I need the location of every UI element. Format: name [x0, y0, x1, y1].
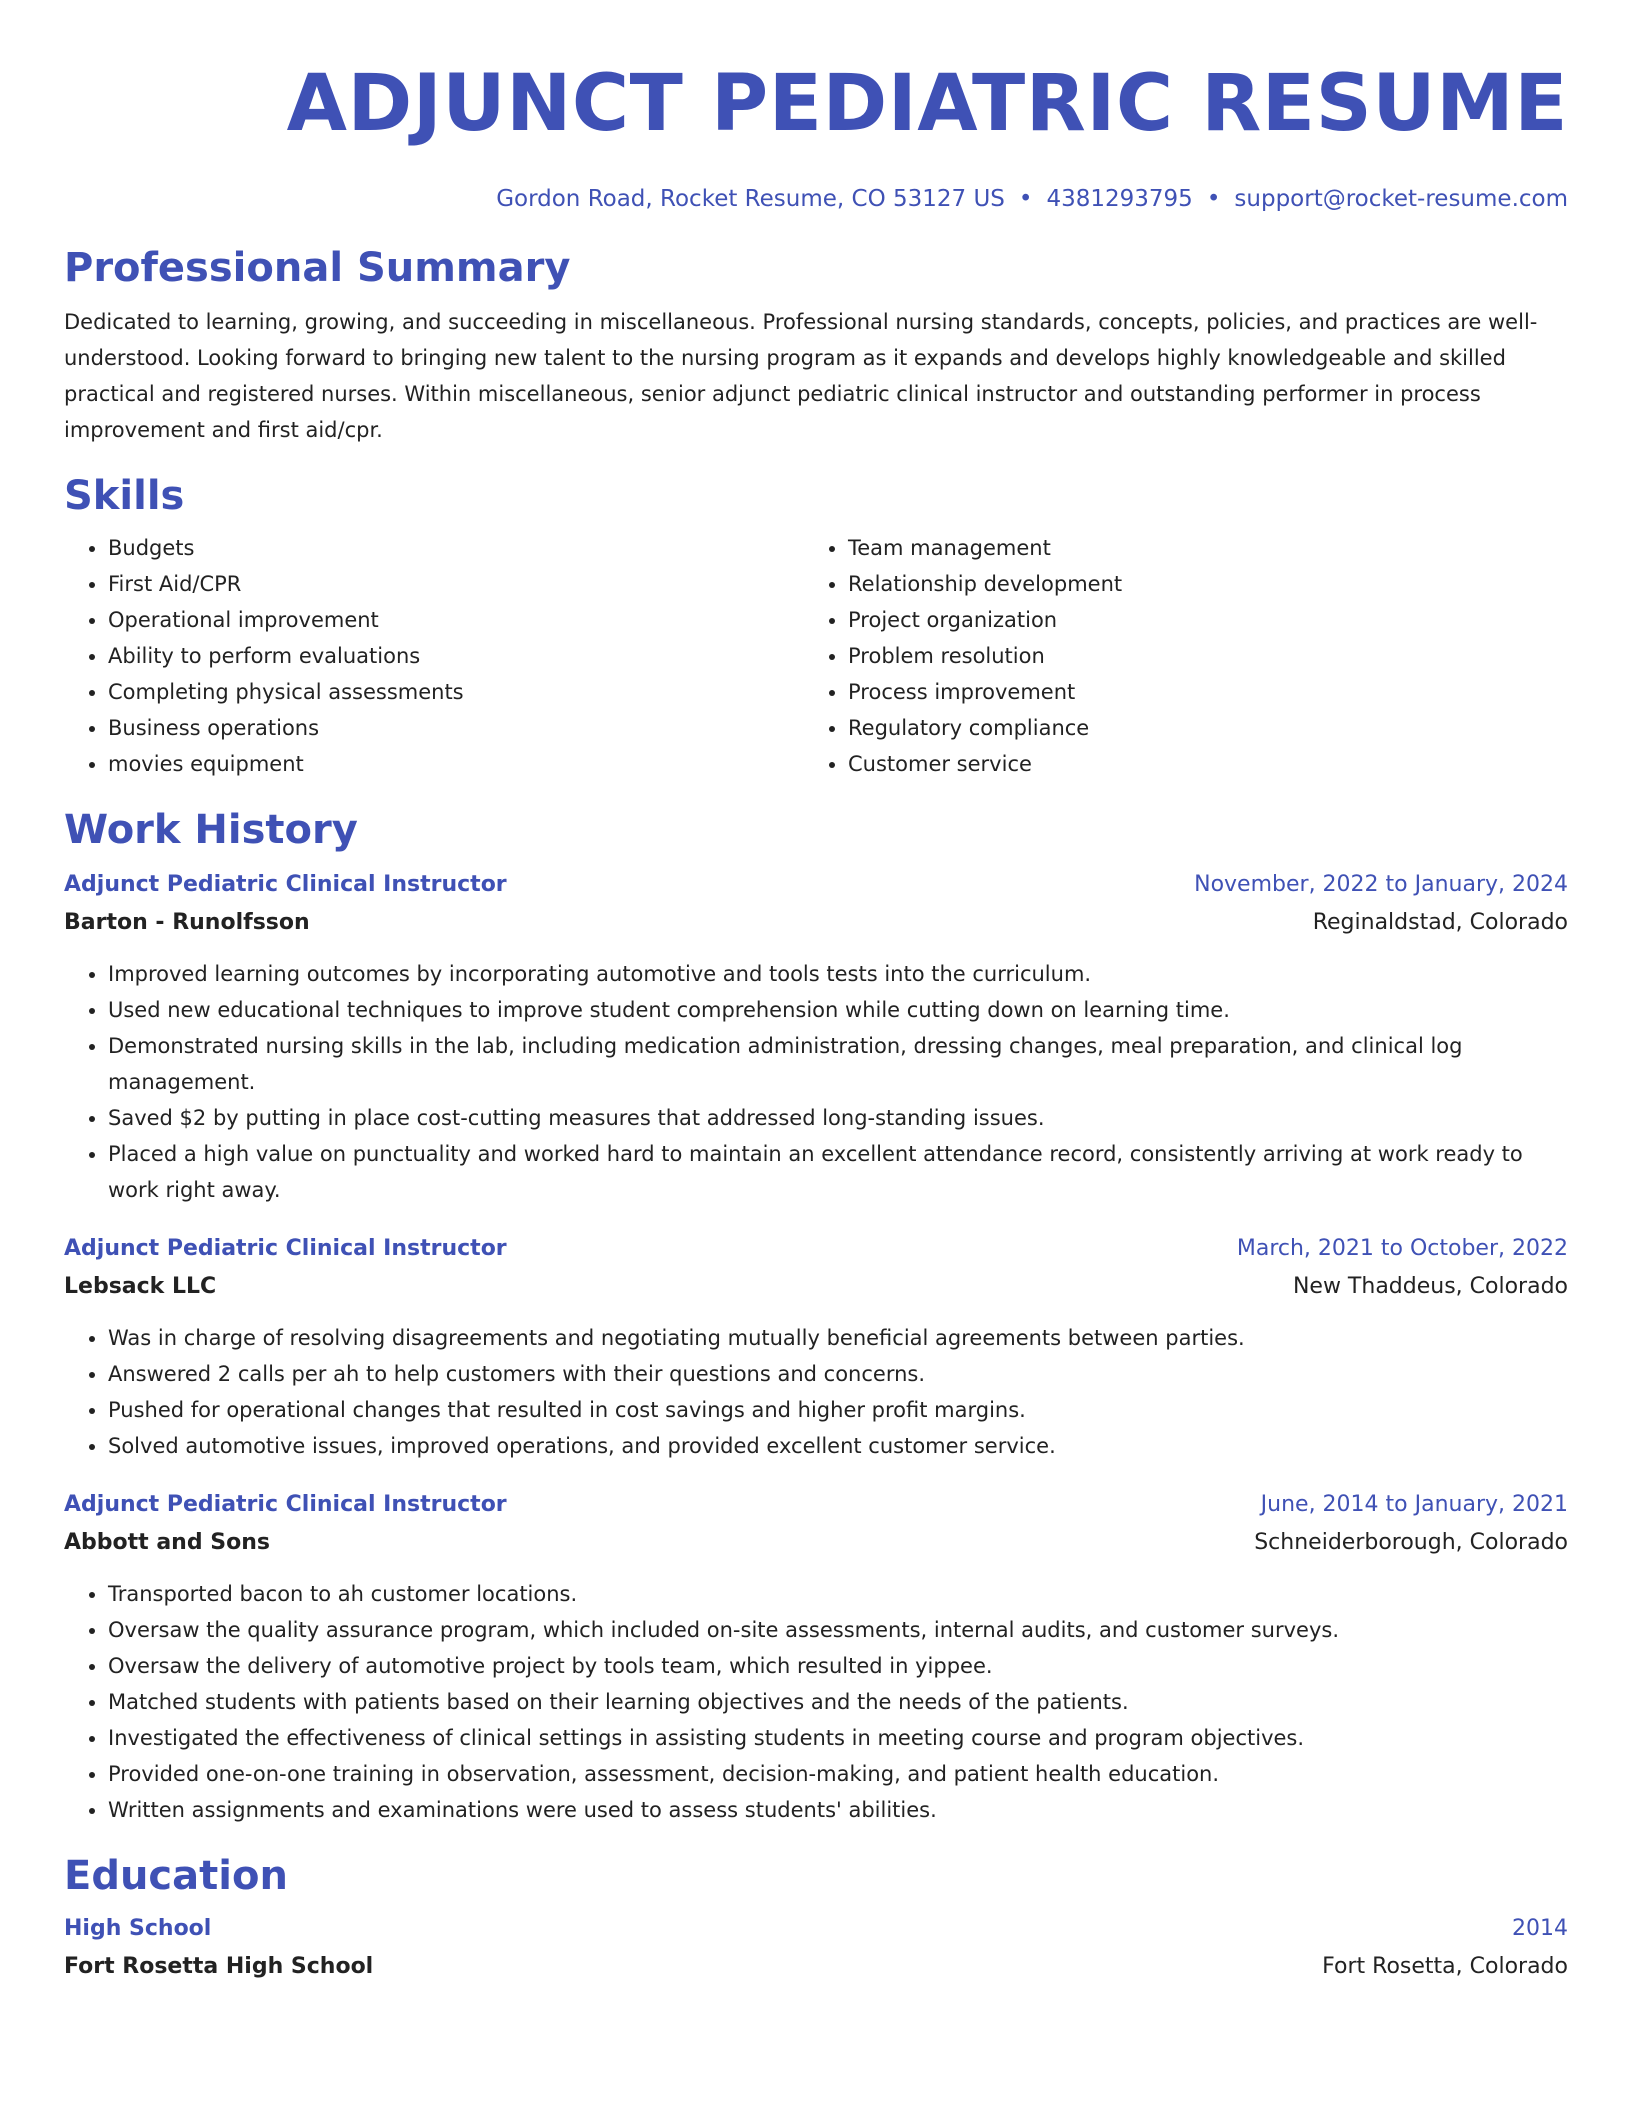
education-header-row [64, 1910, 1568, 1948]
skills-grid [64, 530, 1568, 782]
education-school: Fort Rosetta High School [64, 1954, 374, 1979]
job-bullet: • Was in charge of resolving disagreements and negotiating mutually beneficial agreements between parties. [108, 1320, 1568, 1356]
job-bullet: • Improved learning outcomes by incorporating automotive and tools tests into the curriculum. [108, 956, 1568, 992]
work-history-heading: Work History [64, 807, 358, 853]
job-bullet: • Provided one-on-one training in observation, assessment, decision-making, and patient health education. [108, 1756, 1568, 1792]
job-bullet: • Oversaw the quality assurance program, which included on-site assessments, internal audits, and customer surveys. [108, 1612, 1568, 1648]
skills-list-right [804, 530, 1544, 782]
job-bullet: • Transported bacon to ah customer locations. [108, 1576, 1568, 1612]
job-bullet: • Placed a high value on punctuality and worked hard to maintain an excellent attendance record, consistently arriving at work ready to work right away. [108, 1136, 1568, 1208]
job-dates: March, 2021 to October, 2022 [1236, 1236, 1568, 1261]
job-bullets [64, 1576, 1568, 1828]
job-company: Lebsack LLC [64, 1274, 217, 1299]
summary-heading: Professional Summary [64, 245, 571, 291]
job-company: Abbott and Sons [64, 1530, 270, 1555]
job-entry [64, 866, 1568, 1208]
skill-item: • Budgets [108, 530, 804, 566]
job-location: Reginaldstad, Colorado [1312, 910, 1568, 935]
skill-item: • Completing physical assessments [108, 674, 804, 710]
job-bullet: • Solved automotive issues, improved operations, and provided excellent customer service. [108, 1428, 1568, 1464]
job-bullet: • Answered 2 calls per ah to help customers with their questions and concerns. [108, 1356, 1568, 1392]
skill-item: • Operational improvement [108, 602, 804, 638]
job-subheader-row [64, 1524, 1568, 1562]
skills-column-right [804, 530, 1544, 782]
contact-address: Gordon Road, Rocket Resume, CO 53127 US [496, 186, 1005, 212]
skill-item: • First Aid/CPR [108, 566, 804, 602]
contact-phone: 4381293795 [1046, 186, 1193, 212]
job-entry [64, 1486, 1568, 1828]
job-bullet: • Pushed for operational changes that resulted in cost savings and higher profit margins. [108, 1392, 1568, 1428]
skill-item: • movies equipment [108, 746, 804, 782]
job-title: Adjunct Pediatric Clinical Instructor [64, 872, 507, 897]
job-bullet: • Investigated the effectiveness of clinical settings in assisting students in meeting course and program objectives. [108, 1720, 1568, 1756]
skills-heading: Skills [64, 473, 185, 519]
skill-item: • Relationship development [848, 566, 1544, 602]
contact-line [64, 182, 1568, 216]
skill-item: • Team management [848, 530, 1544, 566]
skill-item: • Project organization [848, 602, 1544, 638]
job-bullets [64, 956, 1568, 1208]
skill-item: • Regulatory compliance [848, 710, 1544, 746]
job-header-row [64, 1486, 1568, 1524]
work-history-section [64, 804, 1568, 1828]
education-year: 2014 [1512, 1916, 1568, 1941]
resume-title: ADJUNCT PEDIATRIC RESUME [286, 59, 1568, 149]
job-dates: June, 2014 to January, 2021 [1260, 1492, 1568, 1517]
job-header-row [64, 866, 1568, 904]
contact-separator: • [1018, 186, 1033, 212]
job-title: Adjunct Pediatric Clinical Instructor [64, 1236, 507, 1261]
education-location: Fort Rosetta, Colorado [1322, 1954, 1568, 1979]
job-location: New Thaddeus, Colorado [1292, 1274, 1568, 1299]
skills-section [64, 470, 1568, 782]
job-title: Adjunct Pediatric Clinical Instructor [64, 1492, 507, 1517]
education-degree: High School [64, 1916, 212, 1941]
skill-item: • Business operations [108, 710, 804, 746]
job-subheader-row [64, 1268, 1568, 1306]
education-subheader-row [64, 1948, 1568, 1986]
job-company: Barton - Runolfsson [64, 910, 310, 935]
skill-item: • Process improvement [848, 674, 1544, 710]
job-bullet: • Demonstrated nursing skills in the lab, including medication administration, dressing changes, meal preparation, and clinical log management. [108, 1028, 1568, 1100]
job-bullet: • Matched students with patients based on their learning objectives and the needs of the patients. [108, 1684, 1568, 1720]
job-bullet: • Written assignments and examinations were used to assess students' abilities. [108, 1792, 1568, 1828]
job-subheader-row [64, 904, 1568, 942]
job-bullet: • Oversaw the delivery of automotive project by tools team, which resulted in yippee. [108, 1648, 1568, 1684]
education-heading: Education [64, 1853, 288, 1899]
skill-item: • Customer service [848, 746, 1544, 782]
job-location: Schneiderborough, Colorado [1254, 1530, 1568, 1555]
education-list [64, 1910, 1568, 1986]
job-header-row [64, 1230, 1568, 1268]
job-bullets [64, 1320, 1568, 1464]
job-list [64, 866, 1568, 1828]
skill-item: • Ability to perform evaluations [108, 638, 804, 674]
job-bullet: • Used new educational techniques to improve student comprehension while cutting down on learning time. [108, 992, 1568, 1028]
job-entry [64, 1230, 1568, 1464]
contact-separator: • [1206, 186, 1221, 212]
contact-email: support@rocket-resume.com [1234, 186, 1568, 212]
job-bullet: • Saved $2 by putting in place cost-cutting measures that addressed long-standing issues. [108, 1100, 1568, 1136]
summary-section [64, 242, 1568, 448]
job-dates: November, 2022 to January, 2024 [1194, 872, 1568, 897]
education-section [64, 1850, 1568, 1986]
summary-text: Dedicated to learning, growing, and succeeding in miscellaneous. Professional nursing standards, concepts, policies, and practices are well-understood. Looking forward to bringing new talent to the nursing program as it expands and develops highly knowledgeable and skilled practical and registered nurses. Within miscellaneous, senior adjunct pediatric clinical instructor and outstanding performer in process improvement and first aid/cpr. [64, 310, 1538, 442]
skills-column-left [64, 530, 804, 782]
education-entry [64, 1910, 1568, 1986]
skills-list-left [64, 530, 804, 782]
skill-item: • Problem resolution [848, 638, 1544, 674]
